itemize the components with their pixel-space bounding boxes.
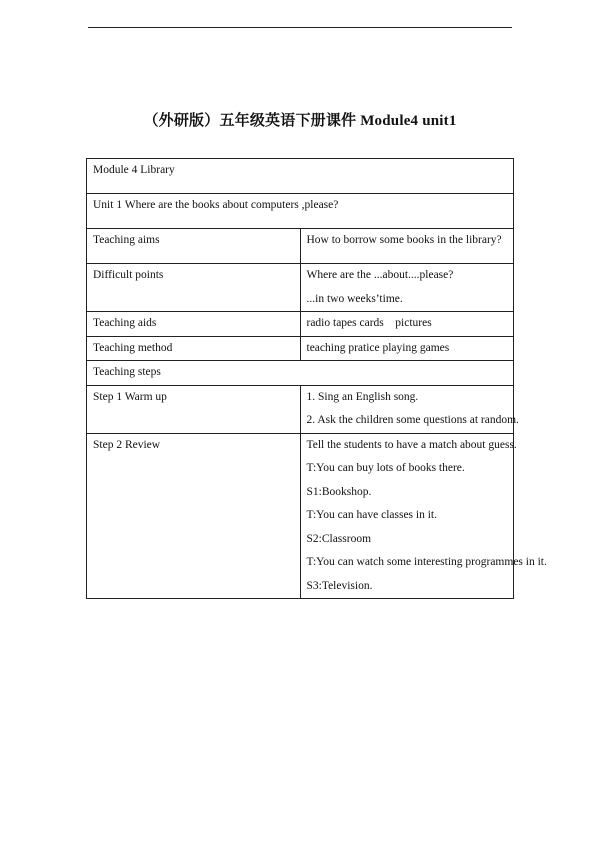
content-line: How to borrow some books in the library? — [306, 234, 502, 246]
step-1-row — [87, 385, 514, 433]
teaching-aims-row — [87, 229, 514, 264]
unit-cell: Unit 1 Where are the books about computers ,please? — [87, 194, 514, 229]
content-line: ...in two weeks’time. — [306, 292, 403, 305]
step-content — [300, 385, 519, 433]
content-line: T:You can watch some interesting programmes in it. — [306, 556, 547, 568]
unit-row — [87, 194, 514, 229]
step-label: Step 1 Warm up — [87, 385, 301, 433]
content-line: radio tapes cards pictures — [306, 317, 432, 329]
content-line: 1. Sing an English song. — [306, 390, 419, 403]
row-label: Difficult points — [87, 264, 301, 312]
content-line: Tell the students to have a match about guess. — [306, 438, 517, 451]
module-cell: Module 4 Library — [87, 159, 514, 194]
difficult-points-row — [87, 264, 514, 312]
step-2-row — [87, 433, 514, 599]
row-content — [300, 336, 514, 361]
row-label: Teaching method — [87, 336, 301, 361]
header-rule — [88, 27, 512, 28]
row-label: Teaching aids — [87, 312, 301, 337]
lesson-plan-table — [86, 158, 547, 599]
page-title: （外研版）五年级英语下册课件 Module4 unit1 — [143, 113, 457, 129]
step-content — [300, 433, 547, 599]
teaching-aids-row — [87, 312, 514, 337]
content-line: S1:Bookshop. — [306, 485, 372, 498]
row-label: Teaching aims — [87, 229, 301, 264]
content-line: T:You can have classes in it. — [306, 509, 437, 521]
step-label: Step 2 Review — [87, 433, 301, 599]
content-line: Where are the ...about....please? — [306, 269, 454, 281]
row-content — [300, 229, 514, 264]
content-line: teaching pratice playing games — [306, 341, 450, 354]
teaching-method-row — [87, 336, 514, 361]
teaching-steps-row — [87, 361, 514, 386]
content-line: S3:Television. — [306, 579, 373, 592]
row-content — [300, 312, 514, 337]
module-row — [87, 159, 514, 194]
content-line: 2. Ask the children some questions at random. — [306, 414, 519, 426]
teaching-steps-heading: Teaching steps — [87, 361, 514, 386]
content-line: S2:Classroom — [306, 532, 372, 545]
row-content — [300, 264, 514, 312]
content-line: T:You can buy lots of books there. — [306, 462, 465, 474]
